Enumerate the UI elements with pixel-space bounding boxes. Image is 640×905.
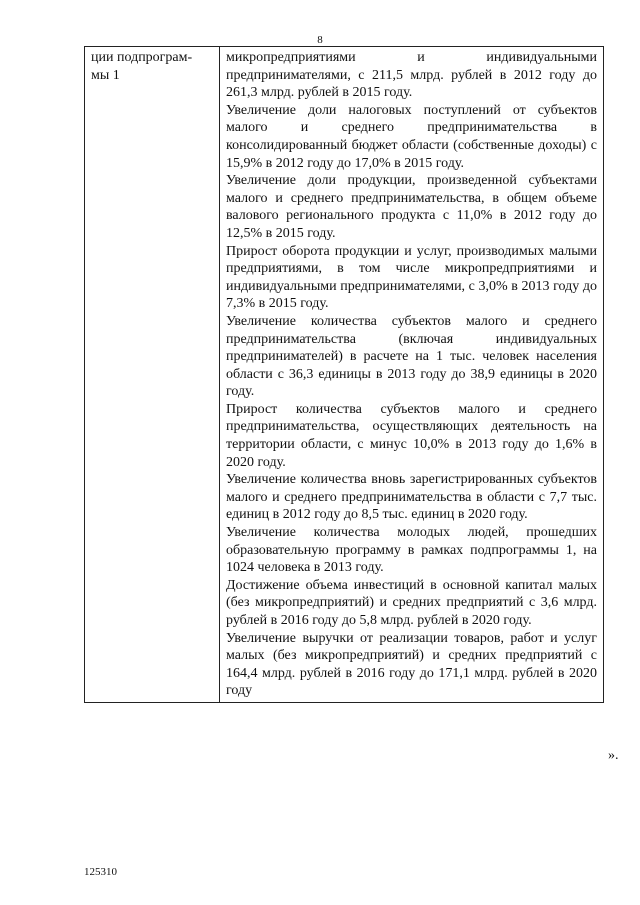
paragraph: Достижение объема инвестиций в основной капитал малых (без микропредприятий) и средних предприятий с 3,6 млрд. рублей в 2016 году до 5,8 млрд. рублей в 2020 году.	[226, 577, 597, 628]
paragraph: микропредприятиями и индивидуальными предпринимателями, с 211,5 млрд. рублей в 2012 году до 261,3 млрд. рублей в 2015 году.	[226, 50, 597, 101]
paragraph: Увеличение доли налоговых поступлений от субъектов малого и среднего предпринимательства в консолидированный бюджет области (собственные доходы) с 15,9% в 2012 году до 17,0% в 2015 году.	[226, 102, 597, 171]
paragraph: Увеличение количества субъектов малого и среднего предпринимательства (включая индивидуальных предпринимателей) в расчете на 1 тыс. человек населения области с 36,3 единицы в 2013 году до 38,9 единицы в 2020 году.	[226, 313, 597, 400]
paragraph: Увеличение выручки от реализации товаров, работ и услуг малых (без микропредприятий) и средних предприятий с 164,4 млрд. рублей в 2016 году до 171,1 млрд. рублей в 2020 году	[226, 630, 597, 699]
right-cell	[220, 47, 604, 703]
paragraph: Прирост количества субъектов малого и среднего предпринимательства, осуществляющих деятельность на территории области, с минус 10,0% в 2013 году до 1,6% в 2020 году.	[226, 401, 597, 470]
closing-quote: ».	[608, 748, 619, 763]
document-table	[84, 46, 604, 703]
left-cell-text: ции подпрограм- мы 1	[91, 50, 193, 83]
left-cell	[85, 47, 220, 703]
table-row	[85, 47, 604, 703]
paragraph: Прирост оборота продукции и услуг, производимых малыми предприятиями, в том числе микропредприятиями и индивидуальными предпринимателями, с 3,0% в 2013 году до 7,3% в 2015 году.	[226, 243, 597, 312]
paragraph: Увеличение количества вновь зарегистрированных субъектов малого и среднего предпринимательства в области с 7,7 тыс. единиц в 2012 году до 8,5 тыс. единиц в 2020 году.	[226, 472, 597, 523]
footer-document-code: 125310	[84, 866, 117, 878]
paragraph: Увеличение количества молодых людей, прошедших образовательную программу в рамках подпрограммы 1, на 1024 человека в 2013 году.	[226, 525, 597, 576]
page-number: 8	[317, 34, 323, 46]
paragraph: Увеличение доли продукции, произведенной субъектами малого и среднего предпринимательства, в общем объеме валового регионального продукта с 11,0% в 2012 году до 12,5% в 2015 году.	[226, 173, 597, 241]
